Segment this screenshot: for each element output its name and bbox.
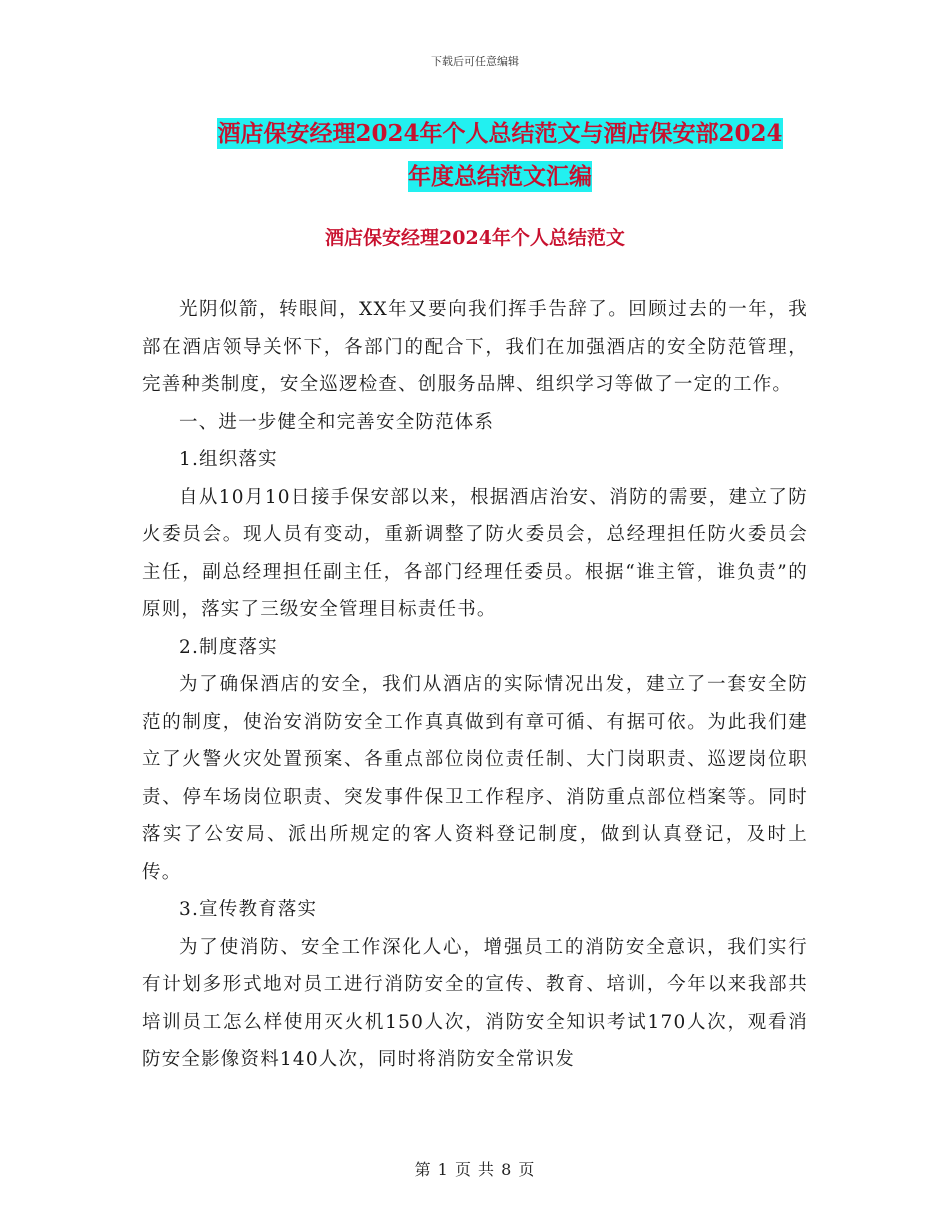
section-title: 酒店保安经理2024年个人总结范文 (325, 227, 625, 249)
paragraph: 光阴似箭，转眼间，XX年又要向我们挥手告辞了。回顾过去的一年，我部在酒店领导关怀下，各部门的配合下，我们在加强酒店的安全防范管理，完善种类制度，安全巡逻检查、创服务品牌、组织学习等做了一定的工作。 (142, 299, 808, 395)
document-title-line-1: 酒店保安经理2024年个人总结范文与酒店保安部2024 (217, 120, 783, 147)
document-title-line-2: 年度总结范文汇编 (408, 163, 592, 190)
subheading: 3.宣传教育落实 (179, 899, 318, 920)
heading-level-1: 一、进一步健全和完善安全防范体系 (179, 411, 495, 433)
body-text (142, 291, 808, 1079)
paragraph: 自从10月10日接手保安部以来，根据酒店治安、消防的需要，建立了防火委员会。现人员有变动，重新调整了防火委员会，总经理担任防火委员会主任，副总经理担任副主任，各部门经理任委员。根据“谁主管，谁负责”的原则，落实了三级安全管理目标责任书。 (142, 486, 808, 620)
subheading: 1.组织落实 (179, 449, 278, 470)
paragraph: 为了使消防、安全工作深化人心，增强员工的消防安全意识，我们实行有计划多形式地对员工进行消防安全的宣传、教育、培训，今年以来我部共培训员工怎么样使用灭火机150人次，消防安全知识考试170人次，观看消防安全影像资料140人次，同时将消防安全常识发 (142, 936, 808, 1070)
subheading: 2.制度落实 (179, 636, 278, 658)
header-note: 下载后可任意编辑 (431, 55, 519, 68)
document-title (140, 112, 860, 198)
paragraph: 为了确保酒店的安全，我们从酒店的实际情况出发，建立了一套安全防范的制度，使治安消防安全工作真真做到有章可循、有据可依。为此我们建立了火警火灾处置预案、各重点部位岗位责任制、大门岗职责、巡逻岗位职责、停车场岗位职责、突发事件保卫工作程序、消防重点部位档案等。同时落实了公安局、派出所规定的客人资料登记制度，做到认真登记，及时上传。 (142, 674, 808, 883)
page-footer: 第 1 页 共 8 页 (414, 1160, 536, 1179)
